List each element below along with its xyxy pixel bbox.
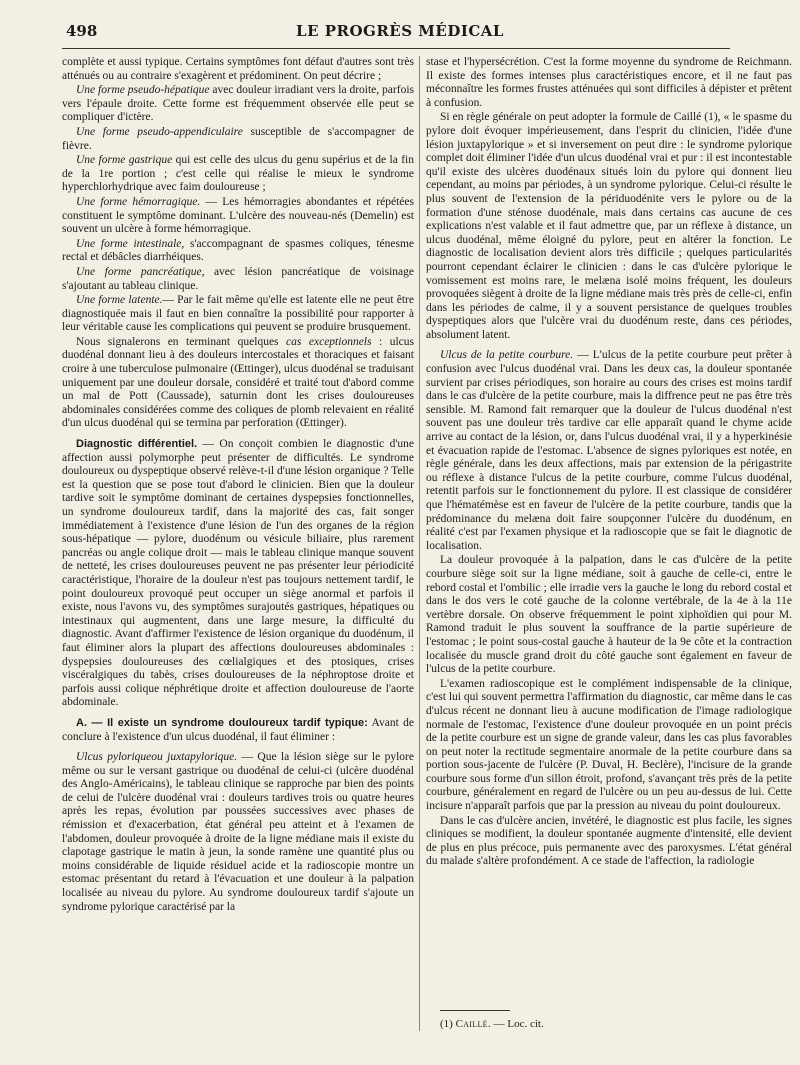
italic-run: Ulcus de la petite courbure. (440, 349, 574, 362)
italic-run: Une forme intestinale, (76, 237, 185, 250)
column-divider (419, 56, 420, 1031)
text-run: — On conçoit combien le diagnostic d'une affection aussi polymorphe peut présenter de difficultés. Le syndrome douloureux ou dyspeptique observé relève-t-il d'une lésion organique ? Telle est la question que se pose tout d'abord le clinicien. Bien que la douleur tardive soit le symptôme dominant de certaines dyspepsies fonctionnelles, un syndrome douloureux tardif, dans la majorité des cas, fait songer immédiatement à l'existence d'une lésion de l'un des organes de la région sous-hépatique — pylore, duodénum ou vésicule biliaire, plus rarement pancréas ou angle colique droit — mais le tableau clinique manque souvent de netteté, les crises douloureuses peuvent ne pas présenter leur périodicité caractéristique, l'horaire de la douleur n'est pas toujours nettement tardif, le point douloureux provoqué peut occuper un siège anormal et parfois il existe, nous l'avons vu, des symptômes surajoutés gastriques, hépatiques ou intestinaux qui augmentent, dans une large mesure, la difficulté du diagnostic. Avant d'affirmer l'existence de lésion organique du duodénum, il faut éliminer alors la plupart des affections douloureuses abdominales : dyspepsies douloureuses des cœlialgiques et des ptosiques, crises viscéralgiques du tabès, crises douloureuses de la néphroptose droite et parfois aussi colique néphrétique droite et affection douloureuse de l'aorte abdominale. (62, 438, 414, 709)
italic-run: Une forme latente. (76, 294, 163, 307)
paragraph (426, 56, 792, 110)
left-column (62, 56, 414, 1036)
header-rule (62, 48, 730, 49)
text-run: qui est celle des ulcus du genu supérius et de la fin de la 1re portion ; c'est celle qui réalise le mieux le syndrome hyperchlorhydrique avec faim douloureuse ; (62, 154, 414, 194)
text-run: — Par le fait même qu'elle est latente elle ne peut être diagnostiquée mais il faut en bien connaître la possibilité pour rapporter à leur véritable cause les complications qui peuvent se produire brusquement. (62, 294, 414, 334)
italic-run: cas exceptionnels (286, 335, 372, 348)
italic-run: Une forme pseudo-hépatique (76, 84, 210, 97)
paragraph (426, 554, 792, 676)
paragraph (426, 349, 792, 553)
paragraph (62, 196, 414, 237)
text-run: avec lésion pancréatique de voisinage s'ajoutant au tableau clinique. (62, 265, 414, 292)
text-run: Si en règle générale on peut adopter la formule de Caillé (1), « le spasme du pylore doit évoquer impérieusement, dans l'esprit du clinicien, l'idée d'une lésion juxtapylorique » et si inversement on peut dire : le syndrome pylorique complet doit éliminer l'idée d'un ulcus duodénal vrai et pur : il est incontestable qu'il existe des ulcères duodénaux situés loin du pylore qui donnent lieu cependant, au moins par périodes, à un syndrome pylorique. Celui-ci résulte le plus souvent de l'extension de la périduodénite vers le pylore ou de la formation d'une sténose duodénale, mais dans certains cas aucune de ces explications n'est valable et il faut admettre que, par un réflexe à distance, un ulcus duodénal, même éloigné du pylore, peut en altérer la fonction. Le diagnostic de localisation devient alors très difficile ; quelques particularités pourront cependant éclairer le clinicien : dans le cas d'ulcère pylorique le vomissement est moins rare, le melæna isolé moins fréquent, les douleurs provoquées siègent à droite de la ligne médiane mais très près de celle-ci, enfin dans les périodes de calme, il y a souvent persistance de quelques troubles dyspeptiques alors que l'ulcère vrai du duodénum reste, dans ces périodes, absolument latent. (426, 111, 792, 341)
text-run: Avant de conclure à l'existence d'un ulcus duodénal, il faut éliminer : (62, 716, 414, 743)
italic-run: Une forme hémorragique. (76, 195, 201, 208)
text-run: : ulcus duodénal donnant lieu à des douleurs intercostales et thoraciques et faisant croire à une tuberculose pulmonaire (Œttinger), ulcus duodénal se traduisant uniquement par une douleur dorsale, considéré et traité tout d'abord comme un mal de Pott (Caussade), saturnin dont les crises douloureuses abdominales considérées comme des coliques de plomb relevaient en réalité d'un ulcus duodénal qui se termina par perforation (Œttinger). (62, 335, 414, 430)
text-run: Dans le cas d'ulcère ancien, invétéré, le diagnostic est plus facile, les signes cliniques se modifient, la douleur spontanée augmente d'intensité, elle devient de plus en plus précoce, puis permanente avec des paroxysmes. L'état général du malade s'altère profondément. A ce stade de l'affection, la radiologie (426, 814, 792, 868)
paragraph (62, 266, 414, 293)
paragraph (426, 111, 792, 342)
text-run: stase et l'hypersécrétion. C'est la forme moyenne du syndrome de Reichmann. Il existe des formes intenses plus caractéristiques encore, et il ne faut pas méconnaître les formes frustes atténuées qui sont difficiles à dépister et prêtent à confusion. (426, 56, 792, 109)
footnote (440, 1018, 544, 1030)
page-header (0, 22, 800, 48)
text-run: L'examen radioscopique est le complément indispensable de la clinique, c'est lui qui souvent permettra l'affirmation du diagnostic, car même dans le cas d'ulcus récent ne donnant lieu à aucune modification de l'image radiologique normale de l'estomac, l'existence d'une douleur provoquée en un point précis de la petite courbure est un signe de grande valeur, dans les cas plus favorables on peut noter la rectitude segmentaire anormale de la petite courbure dans sa portion sous-jacente de l'ulcère (P. Duval, H. Beclère), l'incisure de la grande courbure sous forme d'un sillon étroit, profond, s'avançant très près de la petite courbure, généralement en regard de l'ulcère ou un peu au-dessus de lui. Cette incisure n'apparaît parfois que par la pression au niveau du point douloureux. (426, 677, 792, 813)
text-run: s'accompagnant de spasmes coliques, ténesme rectal et débâcles diarrhéiques. (62, 237, 414, 264)
journal-title: LE PROGRÈS MÉDICAL (296, 22, 504, 40)
paragraph (62, 154, 414, 195)
text-run: — Les hémorragies abondantes et répétées constituent le symptôme dominant. L'ulcère des nouveau-nés (Demelin) est souvent un ulcère à forme hémorragique. (62, 195, 414, 236)
section-heading: Diagnostic différentiel. (76, 438, 198, 451)
text-run: — Que la lésion siège sur le pylore même ou sur le versant gastrique ou duodénal de celui-ci (ulcère duodénal des Anglo-Américains), le tableau clinique se rapproche par bien des points de celui de l'ulcère duodénal vrai : douleurs tardives trois ou quatre heures après les repas, évolution par poussées successives avec phases de rémission et d'exacerbation, état général peu atteint et à l'examen de l'abdomen, douleur provoquée à droite de la ligne médiane mais il existe du clapotage gastrique le matin à jeun, la sonde ramène une quantité plus ou moins considérable de liquide résiduel acide et la radioscopie montre un estomac présentant du retard à l'évacuation et une douleur à la palpation localisée au niveau du pylore. Au syndrome douloureux tardif s'ajoute un syndrome pylorique caractérisé par la (62, 751, 414, 913)
paragraph (426, 678, 792, 814)
paragraph (62, 126, 414, 153)
section-heading: A. — Il existe un syndrome douloureux tardif typique: (76, 716, 368, 729)
footnote-author: Caillé. (455, 1018, 491, 1030)
paragraph (62, 238, 414, 265)
paragraph (62, 336, 414, 431)
italic-run: Ulcus pyloriqueou juxtapylorique. (76, 751, 238, 764)
paragraph (62, 438, 414, 710)
paragraph (62, 84, 414, 125)
right-column (426, 56, 792, 1001)
paragraph (62, 751, 414, 914)
text-run: avec douleur irradiant vers la droite, parfois vers l'épaule droite. Cette forme est fréquemment observée elle peut se compliquer d'ictère. (62, 84, 414, 124)
footnote-rule (440, 1010, 510, 1011)
paragraph (62, 717, 414, 744)
page-number: 498 (66, 22, 98, 40)
paragraph (62, 56, 414, 83)
text-run: Nous signalerons en terminant quelques (76, 335, 287, 348)
paragraph (426, 815, 792, 869)
italic-run: Une forme pancréatique, (76, 265, 205, 278)
text-run: complète et aussi typique. Certains symptômes font défaut d'autres sont très atténués ou au contraire s'exagèrent et prédominent. On peut décrire ; (62, 56, 414, 82)
paragraph (62, 294, 414, 335)
text-run: — L'ulcus de la petite courbure peut prêter à confusion avec l'ulcus duodénal vrai. Dans les deux cas, la douleur spontanée survient par crises périodiques, son horaire au cours des crises est moins tardif dans le cas d'ulcère de la petite courbure, mais la diffrence peut ne pas être très sensible. M. Ramond fait remarquer que la douleur de l'ulcus duodénal n'est souvent pas une douleur très tardive car elle apparaît quand le chyme acide arrive au contact de la lésion, or, dans l'ulcus duodénal vrai, il y a hyperkinésie et évacuation rapide de l'estomac. L'absence de signes pyloriques est notée, en règle générale, dans les deux affections, mais par extension de la périgastrite ou réflexe à distance l'ulcus de la petite courbure, comme l'ulcus duodénal, retentit parfois sur le fonctionnement du pylore. Il est classique de considérer que l'hématémèse est en faveur de l'ulcère de la petite courbure, tandis que la prédominance du melæna doit faire soupçonner l'ulcère du duodénum, en réalité c'est par l'examen physique et la radioscopie que se fait le diagnotic de localisation. (426, 349, 792, 552)
italic-run: Une forme pseudo-appendiculaire (76, 125, 243, 138)
footnote-text: — Loc. cit. (490, 1018, 544, 1030)
text-run: susceptible de s'accompagner de fièvre. (62, 125, 414, 152)
italic-run: Une forme gastrique (76, 154, 173, 167)
footnote-marker: (1) (440, 1018, 453, 1030)
text-run: La douleur provoquée à la palpation, dans le cas d'ulcère de la petite courbure siège soit sur la ligne médiane, soit à gauche de celle-ci, entre le rebord costal et l'ombilic ; elle irradie vers la gauche le long du rebord costal et dans le dos vers le coté gauche de la colonne vertébrale, de la 4e à la 11e vertèbre dorsale. On observe fréquemment le point xiphoïdien qui pour M. Ramond traduit le plus souvent la souffrance de la partie supérieure de l'estomac ; le point sous-costal gauche à hauteur de la 9e côte et la contraction localisée du muscle grand droit du côté gauche sont également en faveur de l'ulcus de la petite courbure. (426, 554, 792, 676)
